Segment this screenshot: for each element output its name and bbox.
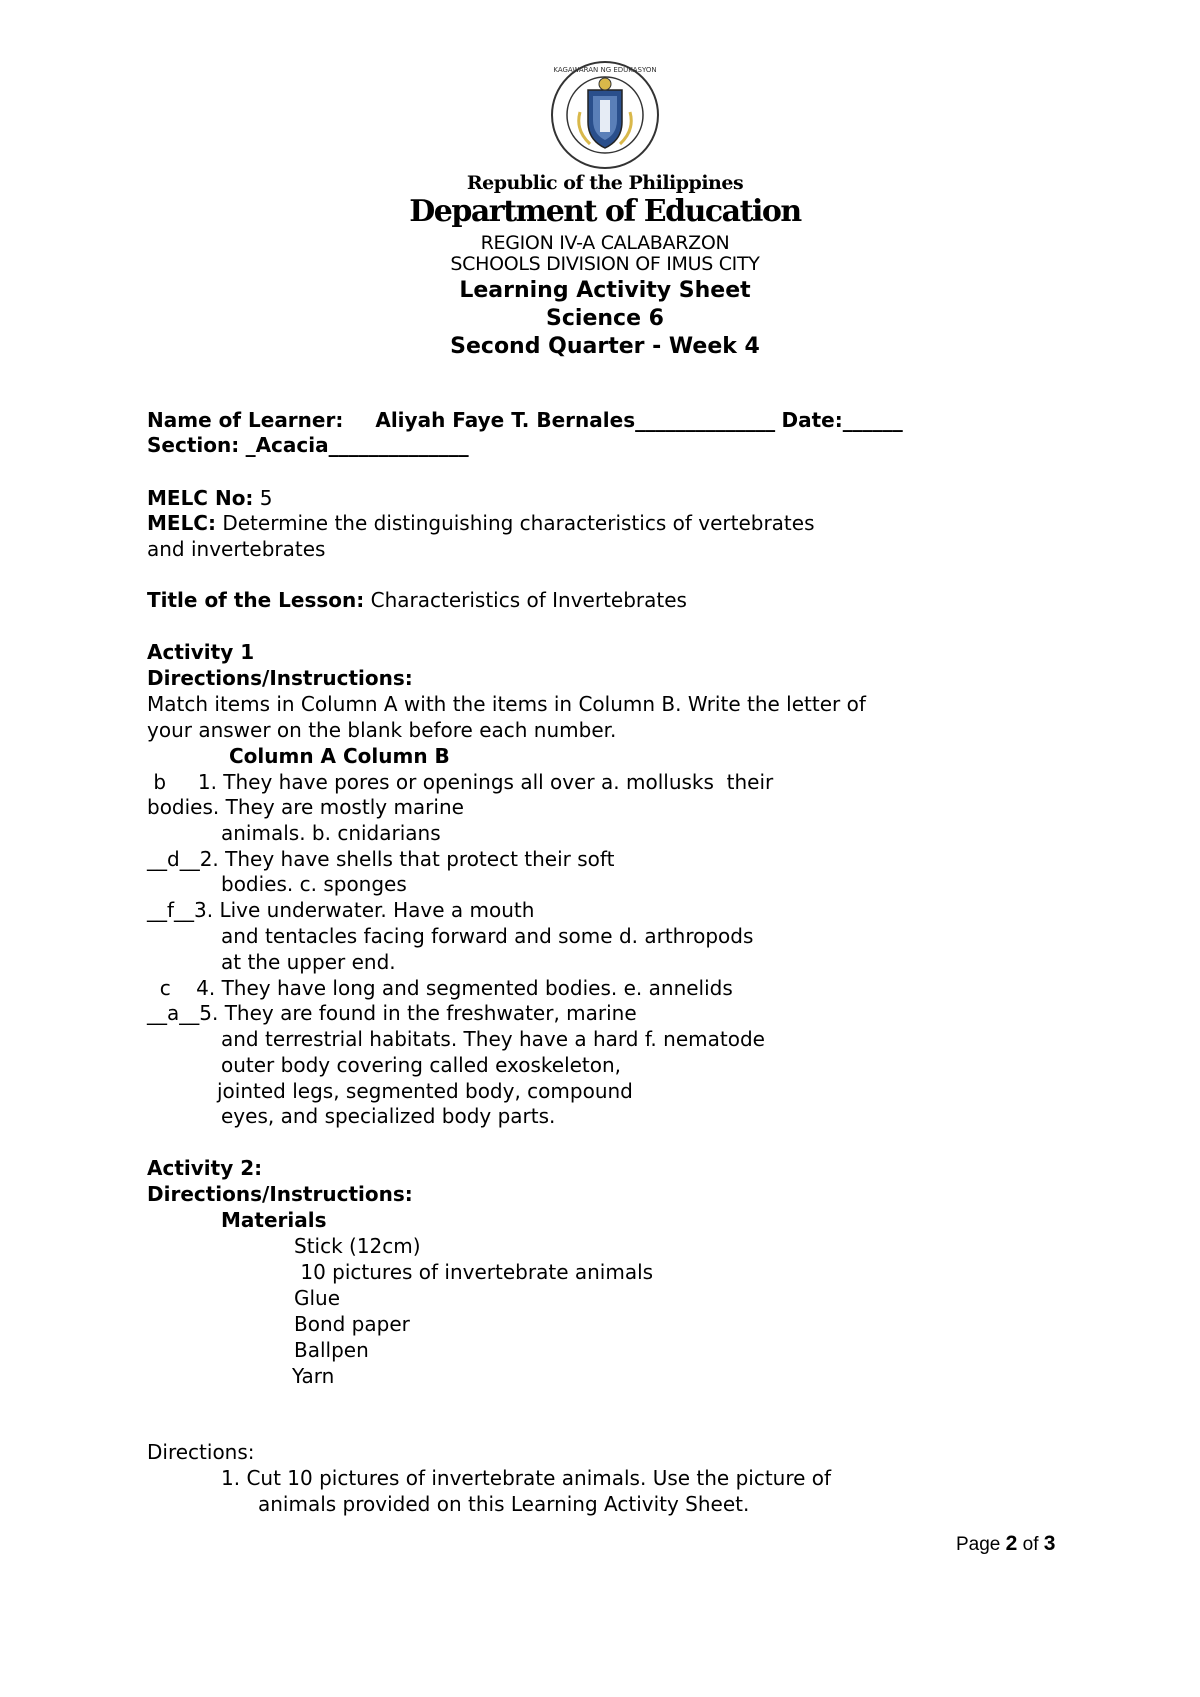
lesson-value: Characteristics of Invertebrates — [370, 588, 687, 612]
melc-text-1: Determine the distinguishing characteristics of vertebrates — [222, 511, 815, 535]
date-value: ______ — [842, 408, 903, 432]
match-line: b 1. They have pores or openings all over a. mollusks their — [147, 770, 774, 794]
page-current: 2 — [1005, 1532, 1018, 1555]
activity1-instructions-2: your answer on the blank before each number. — [147, 718, 617, 742]
match-line: __a__5. They are found in the freshwater, marine — [147, 1001, 637, 1025]
quarter-title: Second Quarter - Week 4 — [450, 334, 760, 359]
subject-title: Science 6 — [546, 306, 664, 331]
activity1-heading: Activity 1 — [147, 640, 255, 664]
page-word: Page — [956, 1534, 1001, 1555]
section-value: _Acacia______________ — [245, 433, 469, 457]
deped-seal-logo — [550, 60, 660, 170]
page-total: 3 — [1043, 1532, 1056, 1555]
department-heading: Department of Education — [409, 194, 801, 229]
lesson-label: Title of the Lesson: — [147, 588, 365, 612]
name-value: Aliyah Faye T. Bernales______________ — [375, 408, 776, 432]
match-line: __d__2. They have shells that protect their soft — [147, 847, 615, 871]
name-label: Name of Learner: — [147, 408, 344, 432]
materials-label: Materials — [221, 1208, 327, 1232]
date-label: Date: — [781, 408, 843, 432]
melc-no-row — [147, 486, 273, 510]
lesson-row — [147, 588, 687, 612]
svg-text:KAGAWARAN NG EDUKASYON: KAGAWARAN NG EDUKASYON — [553, 66, 657, 74]
melc-no-value: 5 — [259, 486, 273, 510]
step1-line2: animals provided on this Learning Activity Sheet. — [258, 1492, 750, 1516]
section-label: Section: — [147, 433, 240, 457]
republic-heading: Republic of the Philippines — [466, 172, 744, 194]
division-heading: SCHOOLS DIVISION OF IMUS CITY — [450, 253, 760, 275]
columns-header: Column A Column B — [229, 744, 450, 768]
page-number — [956, 1532, 1055, 1556]
activity1-directions-label: Directions/Instructions: — [147, 666, 413, 690]
material-item: Ballpen — [294, 1338, 369, 1362]
match-line: and tentacles facing forward and some d. arthropods — [221, 924, 754, 948]
match-line: jointed legs, segmented body, compound — [217, 1079, 633, 1103]
melc-no-label: MELC No: — [147, 486, 254, 510]
activity1-instructions-1: Match items in Column A with the items in Column B. Write the letter of — [147, 692, 866, 716]
section-row — [147, 433, 469, 457]
learner-row — [147, 408, 903, 432]
match-line: animals. b. cnidarians — [221, 821, 441, 845]
match-line: outer body covering called exoskeleton, — [221, 1053, 622, 1077]
step1-line1: 1. Cut 10 pictures of invertebrate animals. Use the picture of — [221, 1466, 832, 1490]
match-line: __f__3. Live underwater. Have a mouth — [147, 898, 535, 922]
of-word: of — [1022, 1534, 1039, 1555]
match-line: bodies. They are mostly marine — [147, 795, 464, 819]
sheet-title: Learning Activity Sheet — [459, 278, 751, 303]
melc-row — [147, 511, 814, 535]
melc-text-2: and invertebrates — [147, 537, 326, 561]
match-line: and terrestrial habitats. They have a hard f. nematode — [221, 1027, 765, 1051]
material-item: Glue — [294, 1286, 341, 1310]
activity2-heading: Activity 2: — [147, 1156, 263, 1180]
match-line: eyes, and specialized body parts. — [221, 1104, 556, 1128]
material-item: Bond paper — [294, 1312, 410, 1336]
match-line: at the upper end. — [221, 950, 396, 974]
activity2-directions-label: Directions/Instructions: — [147, 1182, 413, 1206]
region-heading: REGION IV-A CALABARZON — [480, 232, 730, 254]
material-item: Stick (12cm) — [294, 1234, 421, 1258]
material-item: Yarn — [292, 1364, 335, 1388]
match-line: bodies. c. sponges — [221, 872, 407, 896]
melc-label: MELC: — [147, 511, 216, 535]
directions2-label: Directions: — [147, 1440, 255, 1464]
match-line: c 4. They have long and segmented bodies. e. annelids — [147, 976, 733, 1000]
material-item: 10 pictures of invertebrate animals — [294, 1260, 654, 1284]
